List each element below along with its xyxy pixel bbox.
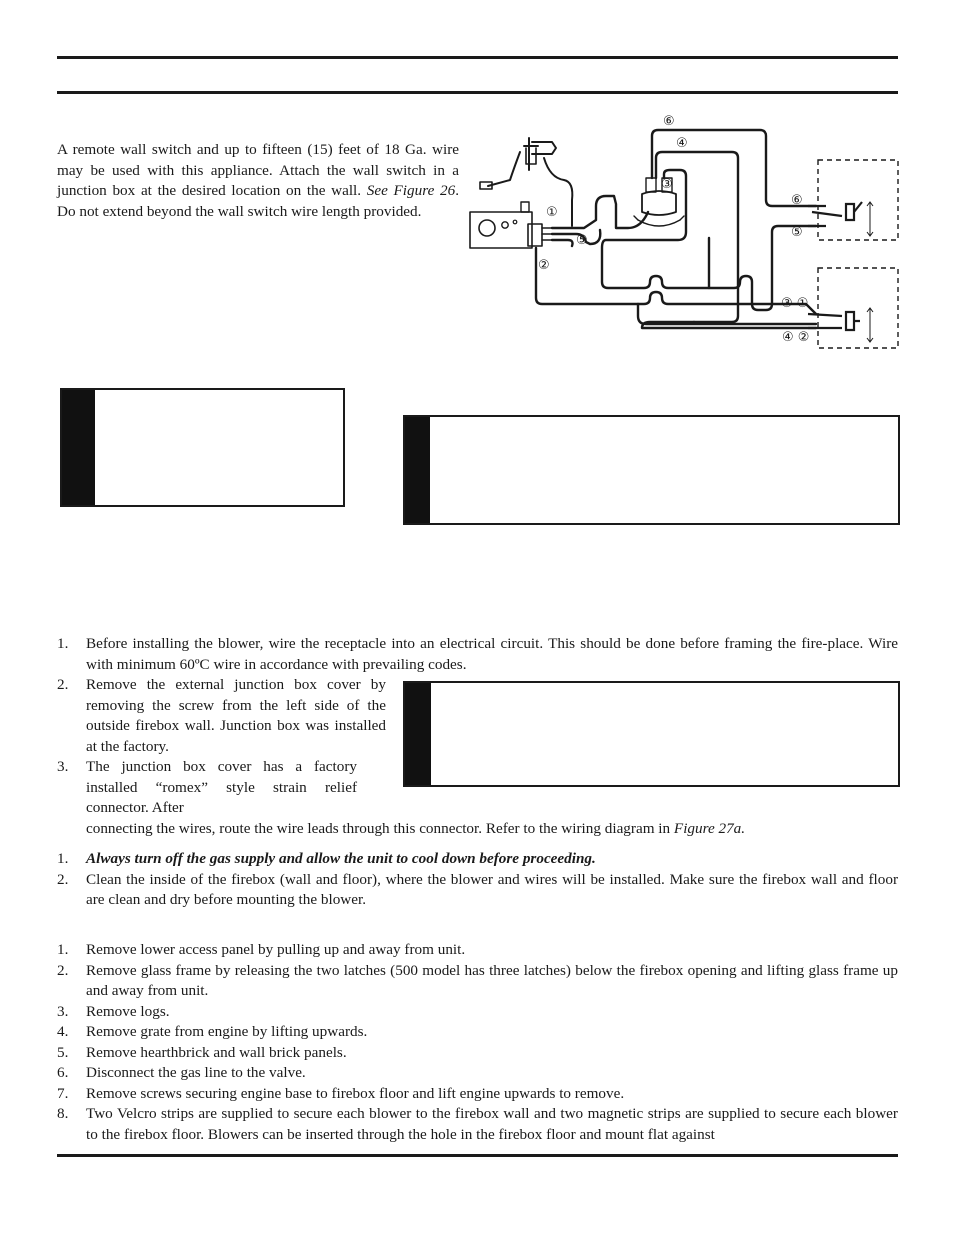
install-figure-ref: Figure 27a.: [673, 819, 746, 837]
label-wire-1: ①: [546, 205, 558, 220]
header-rule-bottom: [57, 91, 898, 94]
notice-box-right: [403, 415, 900, 525]
intro-text-a: A remote wall switch and up to fifteen (15) feet of 18 Ga. wire may be used with this appliance. Attach the wall switch in a junction box at the desired location on the wall.: [57, 141, 459, 199]
install-steps-list: [57, 634, 898, 839]
label-switch-4-2: ④ ②: [782, 330, 810, 345]
label-switch-6: ⑥: [791, 193, 803, 208]
label-switch-5: ⑤: [791, 225, 803, 240]
list-item: 5. Remove hearthbrick and wall brick panels.: [57, 1043, 347, 1061]
list-item: 1. Always turn off the gas supply and allow the unit to cool down before proceeding.: [57, 850, 596, 867]
label-wire-2: ②: [538, 258, 550, 273]
list-item: 3. The junction box cover has a factory installed “romex” style strain relief connector. After connecting the wires, route the wire leads through this connector. Refer to the wiring diagram in Figure 27a.: [57, 758, 746, 837]
list-item: 2. Remove the external junction box cover by removing the screw from the left side of the outside firebox wall. Junction box was installed at the factory.: [57, 676, 386, 755]
footer-rule: [57, 1154, 898, 1157]
label-switch-3-1: ③ ①: [781, 296, 809, 311]
intro-paragraph: [57, 140, 459, 222]
list-item: 1. Remove lower access panel by pulling up and away from unit.: [57, 941, 466, 958]
prep-steps-list: [57, 849, 898, 911]
intro-figure-ref: See Figure 26: [366, 182, 456, 199]
list-item: 6. Disconnect the gas line to the valve.: [57, 1064, 306, 1081]
list-item: 4. Remove grate from engine by lifting upwards.: [57, 1023, 368, 1040]
warning-text: Always turn off the gas supply and allow the unit to cool down before proceeding.: [86, 850, 596, 867]
list-item: 1. Before installing the blower, wire the receptacle into an electrical circuit. This should be done before framing the fire-place. Wire with minimum 60ºC wire in accordance with prevailing codes.: [57, 635, 898, 673]
label-wire-6-top: ⑥: [663, 114, 675, 129]
list-item: 8. Two Velcro strips are supplied to secure each blower to the firebox wall and two magnetic strips are supplied to secure each blower to the firebox floor. Blowers can be inserted through the hole in the firebox floor and mount flat against: [57, 1105, 898, 1143]
list-item: 3. Remove logs.: [57, 1002, 170, 1020]
intro-text-b: . Do not extend beyond the wall switch wire length provided.: [57, 182, 459, 220]
label-wire-3: ③: [661, 177, 673, 192]
label-wire-4-top: ④: [676, 136, 688, 151]
label-wire-5: ⑤: [576, 233, 588, 248]
notice-box-left: [60, 388, 345, 507]
list-item: 7. Remove screws securing engine base to firebox floor and lift engine upwards to remove.: [57, 1084, 625, 1102]
list-item: 2. Clean the inside of the firebox (wall and floor), where the blower and wires will be installed. Make sure the firebox wall and floor are clean and dry before mounting the blower.: [57, 870, 898, 908]
header-rule-top: [57, 56, 898, 59]
wiring-diagram: [466, 108, 900, 354]
notice-box-right-bar: [405, 417, 430, 523]
notice-box-left-bar: [62, 390, 95, 505]
list-item: 2. Remove glass frame by releasing the two latches (500 model has three latches) below the firebox opening and lifting glass frame up and away from unit.: [57, 961, 898, 999]
remove-steps-list: [57, 940, 898, 1145]
